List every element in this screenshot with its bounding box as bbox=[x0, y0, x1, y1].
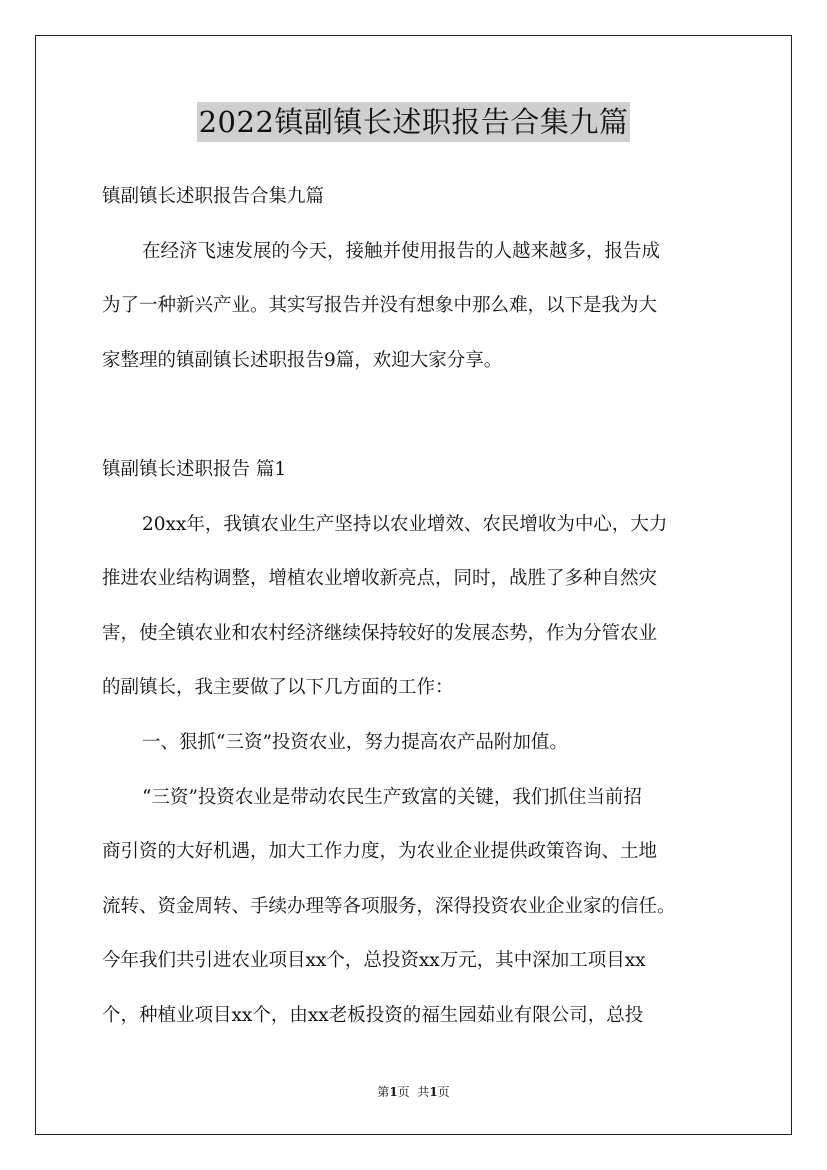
page-footer bbox=[0, 1083, 827, 1101]
subsection-heading: 一、狠抓“三资”投资农业，努力提高农产品附加值。 bbox=[142, 731, 568, 753]
paragraph-line: 个，种植业项目xx个，由xx老板投资的福生园茹业有限公司，总投 bbox=[102, 1004, 644, 1026]
subtitle-line: 镇副镇长述职报告合集九篇 bbox=[102, 186, 325, 207]
paragraph-line: 在经济飞速发展的今天，接触并使用报告的人越来越多，报告成 bbox=[142, 240, 661, 262]
footer-suffix: 页 bbox=[437, 1085, 450, 1099]
document-body bbox=[102, 170, 738, 1044]
title-container bbox=[0, 102, 827, 142]
paragraph-line: 的副镇长，我主要做了以下几方面的工作： bbox=[102, 677, 454, 699]
paragraph-line: 为了一种新兴产业。其实写报告并没有想象中那么难，以下是我为大 bbox=[102, 295, 658, 317]
paragraph-line: 流转、资金周转、手续办理等各项服务，深得投资农业企业家的信任。 bbox=[102, 895, 676, 917]
page-number: 1 bbox=[389, 1085, 398, 1099]
section-heading: 镇副镇长述职报告 篇1 bbox=[102, 458, 287, 480]
paragraph-line: 20xx年，我镇农业生产坚持以农业增效、农民增收为中心，大力 bbox=[142, 513, 668, 535]
blank-line bbox=[102, 388, 738, 443]
paragraph-line: 商引资的大好机遇，加大工作力度，为农业企业提供政策咨询、土地 bbox=[102, 841, 658, 863]
page-total: 1 bbox=[429, 1085, 438, 1099]
paragraph-line: 今年我们共引进农业项目xx个，总投资xx万元，其中深加工项目xx bbox=[102, 950, 646, 972]
paragraph-line: 推进农业结构调整，增植农业增收新亮点，同时，战胜了多种自然灾 bbox=[102, 568, 658, 590]
document-title: 2022镇副镇长述职报告合集九篇 bbox=[197, 102, 631, 142]
footer-mid: 页 共 bbox=[397, 1085, 430, 1099]
paragraph-line: “三资”投资农业是带动农民生产致富的关键，我们抓住当前招 bbox=[142, 786, 642, 808]
paragraph-line: 家整理的镇副镇长述职报告9篇，欢迎大家分享。 bbox=[102, 349, 503, 371]
footer-prefix: 第 bbox=[377, 1085, 390, 1099]
paragraph-line: 害，使全镇农业和农村经济继续保持较好的发展态势，作为分管农业 bbox=[102, 622, 658, 644]
